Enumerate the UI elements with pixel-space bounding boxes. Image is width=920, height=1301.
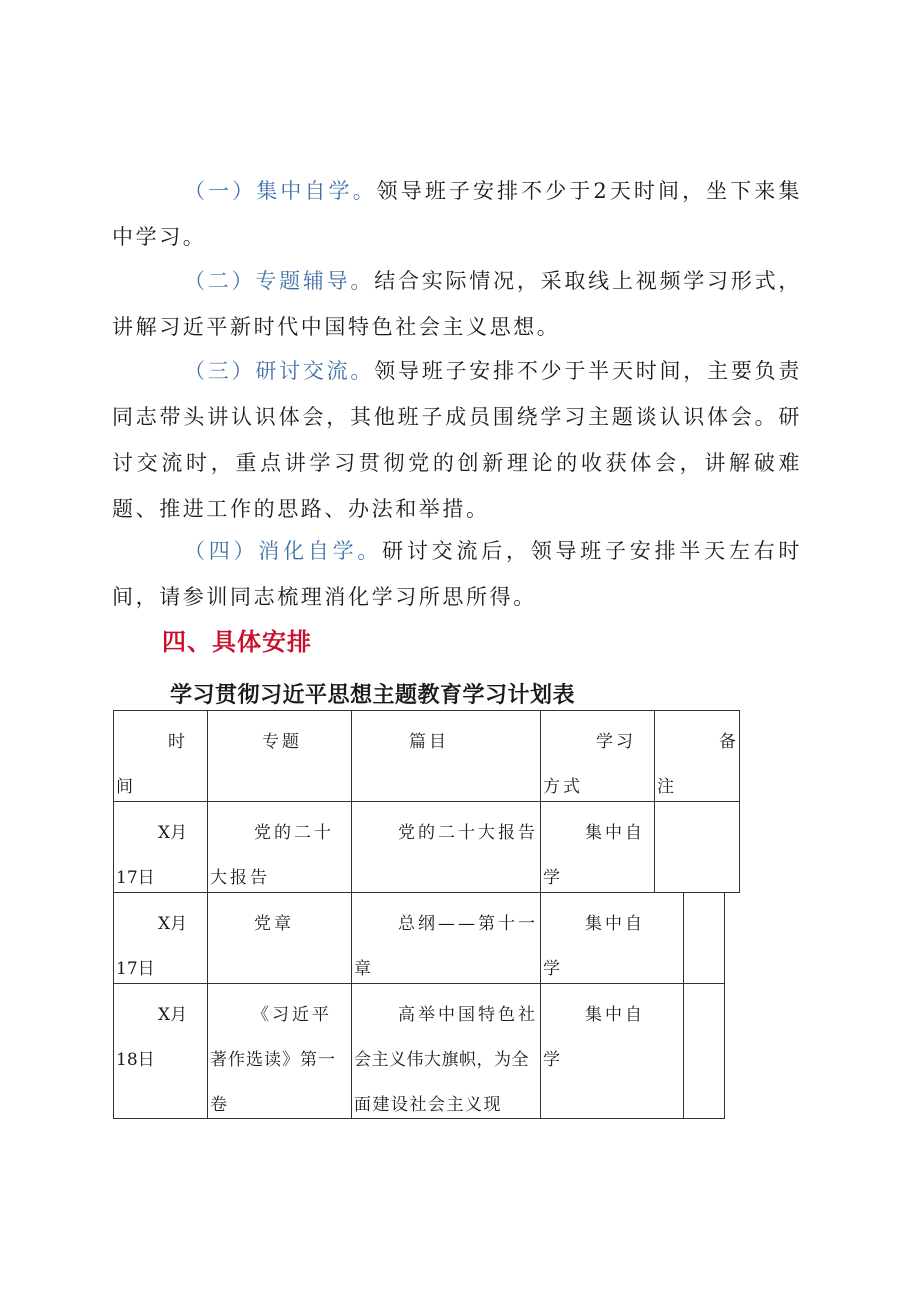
row2-topic-a: 党章 — [254, 914, 294, 934]
row3-chapter-a: 高举中国特色社 — [398, 1005, 538, 1025]
row2-date-a: X月 — [158, 914, 188, 934]
paragraph-1 — [112, 168, 802, 260]
header-note-a: 备 — [719, 732, 739, 752]
row3-chapter-b: 会主义伟大旗帜，为全 — [354, 1050, 529, 1070]
row2-method-a: 集中自 — [585, 914, 645, 934]
header-time-a: 时 — [168, 732, 188, 752]
paragraph-3-lead: （三）研讨交流。 — [184, 359, 375, 383]
row1-date-a: X月 — [158, 823, 188, 843]
row1-method-a: 集中自 — [585, 823, 645, 843]
row3-topic-b: 著作选读》第一 — [210, 1050, 336, 1070]
row3-method-b: 学 — [543, 1050, 563, 1070]
row3-topic-c: 卷 — [210, 1095, 230, 1115]
table-title: 学习贯彻习近平思想主题教育学习计划表 — [170, 683, 576, 708]
row1-topic-b: 大报告 — [210, 868, 270, 888]
paragraph-2-body: 结合实际情况，采取线上视频学习形式，讲解习近平新时代中国特色社会主义思想。 — [112, 269, 802, 339]
row3-date-b: 18日 — [116, 1050, 155, 1070]
header-note-b: 注 — [657, 777, 677, 797]
row1-topic-a: 党的二十 — [254, 823, 334, 843]
row1-date-b: 17日 — [116, 868, 155, 888]
paragraph-4 — [112, 528, 802, 620]
paragraph-2-lead: （二）专题辅导。 — [184, 269, 375, 293]
row2-chapter-a: 总纲——第十一 — [398, 914, 538, 934]
section-heading: 四、具体安排 — [162, 628, 312, 656]
row1-method-b: 学 — [543, 868, 563, 888]
row2-method-b: 学 — [543, 959, 563, 979]
header-method-a: 学习 — [596, 732, 636, 752]
header-chapter: 篇目 — [409, 732, 449, 752]
paragraph-3 — [112, 348, 802, 532]
row1-chapter-a: 党的二十大报告 — [398, 823, 538, 843]
paragraph-1-body: 领导班子安排不少于2天时间，坐下来集中学习。 — [112, 179, 802, 249]
paragraph-4-body: 研讨交流后，领导班子安排半天左右时间，请参训同志梳理消化学习所思所得。 — [112, 539, 802, 609]
row3-topic-a: 《习近平 — [252, 1005, 332, 1025]
paragraph-2 — [112, 258, 802, 350]
row3-date-a: X月 — [158, 1005, 188, 1025]
header-method-b: 方式 — [543, 777, 583, 797]
paragraph-3-body: 领导班子安排不少于半天时间，主要负责同志带头讲认识体会，其他班子成员围绕学习主题谈认识体会。研讨交流时，重点讲学习贯彻党的创新理论的收获体会，讲解破难题、推进工作的思路、办法和举措。 — [112, 359, 802, 521]
paragraph-4-lead: （四）消化自学。 — [184, 539, 383, 563]
row2-chapter-b: 章 — [354, 959, 374, 979]
row2-date-b: 17日 — [116, 959, 155, 979]
row3-chapter-c: 面建设社会主义现 — [354, 1095, 502, 1115]
header-time-b: 间 — [116, 777, 136, 797]
paragraph-1-lead: （一）集中自学。 — [184, 179, 377, 203]
header-topic: 专题 — [262, 732, 302, 752]
row3-method-a: 集中自 — [585, 1005, 645, 1025]
